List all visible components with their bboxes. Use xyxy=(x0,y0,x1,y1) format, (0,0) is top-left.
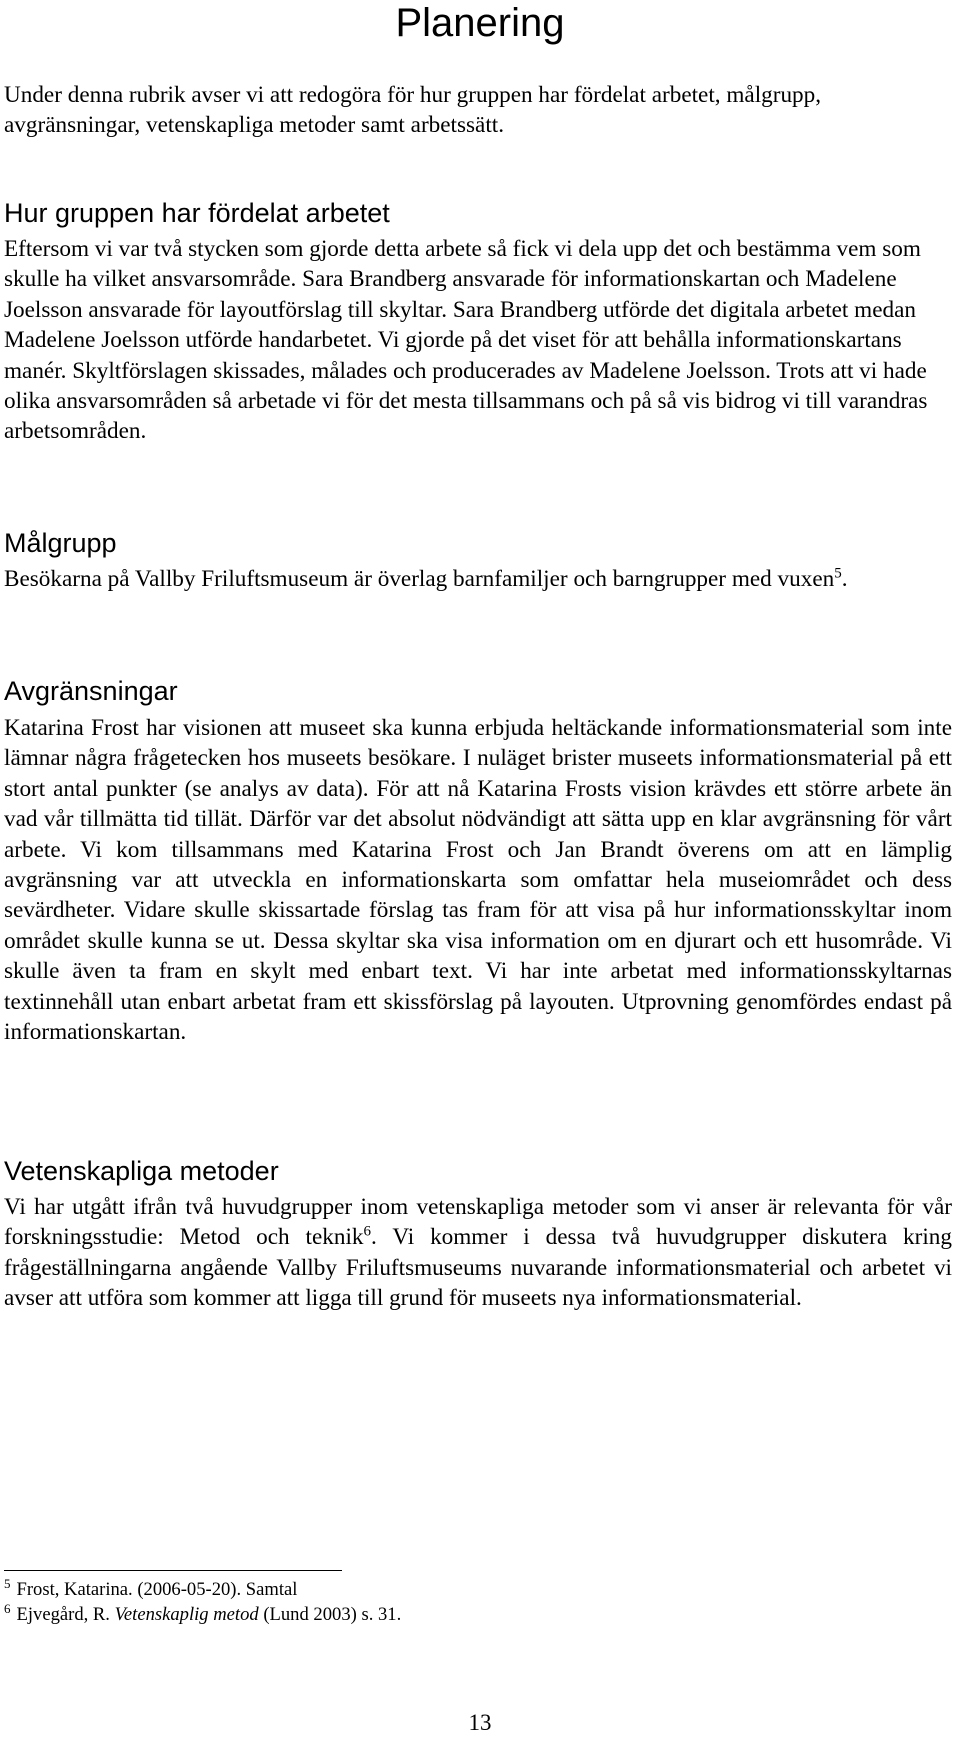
section-heading-avgransningar: Avgränsningar xyxy=(4,676,178,706)
malgrupp-tail: . xyxy=(841,566,848,592)
section-heading-fordelning: Hur gruppen har fördelat arbetet xyxy=(4,198,390,228)
footnote-number: 5 xyxy=(4,1575,11,1591)
avgransningar-paragraph: Katarina Frost har visionen att museet ska kunna erbjuda heltäckande informationsmaterial som inte lämnar några frågetecken hos museets besökare. I nuläget brister museets informationsmaterial på ett stort antal punkter (se analys av data). För att nå Katarina Frosts vision krävdes ett större arbete än vad vår tillmätta tid tillät. Därför var det absolut nödvändigt att sätta upp en klar avgränsning för vårt arbete. Vi kom tillsammans med Katarina Frost och Jan Brandt överens om att en lämplig avgränsning var att utveckla en informationskarta som omfattar hela museiområdet och dess sevärdheter. Vidare skulle skissartade förslag tas fram för att visa på hur informationsskyltar inom området skulle kunna se ut. Dessa skyltar ska visa information om en djurart och ett husområde. Vi skulle även ta fram en skylt med enbart text. Vi har inte arbetat med informationsskyltarnas textinnehåll utan enbart arbetat fram ett skissförslag på layouten. Utprovning genomfördes endast på informationskartan. xyxy=(4,715,952,1046)
footnote-ref-5: 5 xyxy=(834,565,842,582)
page-number: 13 xyxy=(468,1710,492,1735)
footnote-5 xyxy=(4,1575,298,1601)
section-heading-metoder: Vetenskapliga metoder xyxy=(4,1156,279,1186)
metoder-text-part1: Vi har utgått ifrån två huvudgrupper inom vetenskapliga metoder som vi anser är relevanta för vår forskningsstudie: Metod och teknik xyxy=(4,1194,952,1251)
footnote-6 xyxy=(4,1600,402,1626)
footnote-text-before: Ejvegård, R. xyxy=(16,1604,115,1625)
metoder-paragraph xyxy=(4,1192,952,1314)
metoder-text-part2: . Vi kommer i dessa två huvudgrupper diskutera kring frågeställningarna angående Vallby Friluftsmuseums nuvarande informationsmaterial och arbetet vi avser att utföra som kommer att ligga till grund för museets nya informationsmaterial. xyxy=(4,1224,952,1312)
footnote-text: Frost, Katarina. (2006-05-20). Samtal xyxy=(16,1579,298,1600)
section-heading-malgrupp: Målgrupp xyxy=(4,528,117,558)
footnote-text-after: (Lund 2003) s. 31. xyxy=(258,1604,402,1625)
intro-paragraph: Under denna rubrik avser vi att redogöra för hur gruppen har fördelat arbetet, målgrupp, avgränsningar, vetenskapliga metoder samt arbetssätt. xyxy=(4,82,822,139)
footnote-separator xyxy=(4,1570,342,1571)
footnote-number: 6 xyxy=(4,1600,11,1616)
fordelning-paragraph: Eftersom vi var två stycken som gjorde detta arbete så fick vi dela upp det och bestämma vem som skulle ha vilket ansvarsområde. Sara Brandberg ansvarade för informationskartan och Madelene Joelsson ansvarade för layoutförslag till skyltar. Sara Brandberg utförde det digitala arbetet medan Madelene Joelsson utförde handarbetet. Vi gjorde på det viset för att behålla informationskartans manér. Skyltförslagen skissades, målades och producerades av Madelene Joelsson. Trots att vi hade olika ansvarsområden så arbetade vi för det mesta tillsammans och på så vis bidrog vi till varandras arbetsområden. xyxy=(4,236,928,445)
page-title: Planering xyxy=(395,1,565,45)
malgrupp-paragraph xyxy=(4,564,952,594)
malgrupp-text: Besökarna på Vallby Friluftsmuseum är överlag barnfamiljer och barngrupper med vuxen xyxy=(4,566,835,592)
footnote-italic-title: Vetenskaplig metod xyxy=(114,1604,259,1625)
footnote-ref-6: 6 xyxy=(363,1223,372,1240)
